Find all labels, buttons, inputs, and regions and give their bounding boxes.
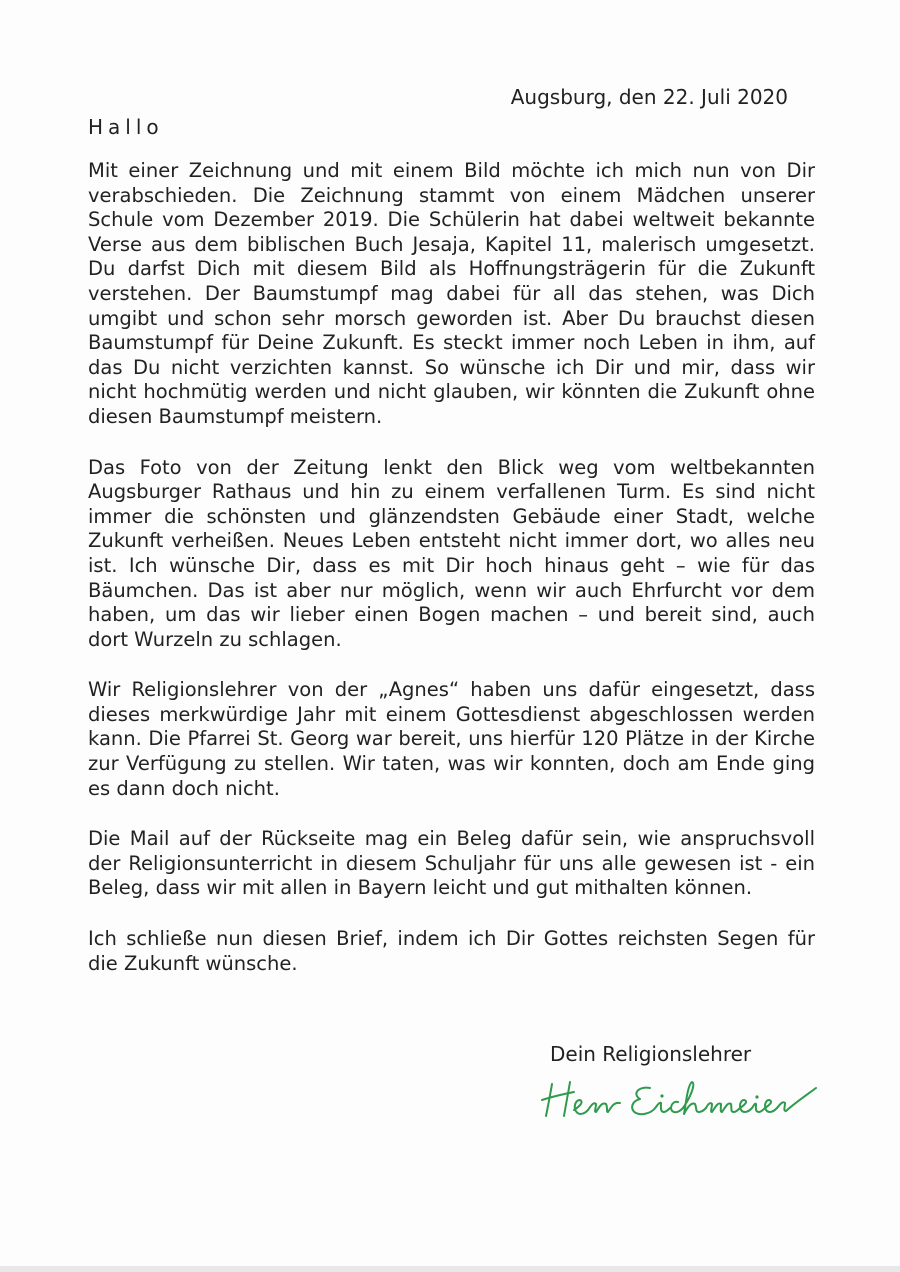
letter-closing: Dein Religionslehrer	[550, 1042, 752, 1066]
paragraph-drawing: Mit einer Zeichnung und mit einem Bild möchte ich mich nun von Dir verabschieden. Die Zeichnung stammt von einem Mädchen unserer Schule vom Dezember 2019. Die Schülerin hat dabei weltweit bekannte Verse aus dem biblischen Buch Jesaja, Kapitel 11, malerisch umgesetzt. Du darfst Dich mit diesem Bild als Hoffnungsträgerin für die Zukunft verstehen. Der Baumstumpf mag dabei für all das stehen, was Dich umgibt und schon sehr morsch geworden ist. Aber Du brauchst diesen Baumstumpf für Deine Zukunft. Es steckt immer noch Leben in ihm, auf das Du nicht verzichten kannst. So wünsche ich Dir und mir, dass wir nicht hochmütig werden und nicht glauben, wir könnten die Zukunft ohne diesen Baumstumpf meistern.	[88, 159, 815, 428]
letter-greeting: Hallo	[88, 115, 164, 139]
paragraph-closing: Ich schließe nun diesen Brief, indem ich Dir Gottes reichsten Segen für die Zukunft wünsche.	[88, 927, 815, 975]
letter-body	[88, 159, 815, 1002]
paragraph-photo: Das Foto von der Zeitung lenkt den Blick weg vom weltbekannten Augsburger Rathaus und hin zu einem verfallenen Turm. Es sind nicht immer die schönsten und glänzendsten Gebäude einer Stadt, welche Zukunft verheißen. Neues Leben entsteht nicht immer dort, wo alles neu ist. Ich wünsche Dir, dass es mit Dir hoch hinaus geht – wie für das Bäumchen. Das ist aber nur möglich, wenn wir auch Ehrfurcht vor dem haben, um das wir lieber einen Bogen machen – und bereit sind, auch dort Wurzeln zu schlagen.	[88, 455, 815, 651]
scan-bottom-edge	[0, 1266, 900, 1272]
paragraph-mail: Die Mail auf der Rückseite mag ein Beleg dafür sein, wie anspruchsvoll der Religionsunterricht in diesem Schuljahr für uns alle gewesen ist - ein Beleg, dass wir mit allen in Bayern leicht und gut mithalten können.	[88, 827, 815, 900]
paragraph-service: Wir Religionslehrer von der „Agnes“ haben uns dafür eingesetzt, dass dieses merkwürdige Jahr mit einem Gottesdienst abgeschlossen werden kann. Die Pfarrei St. Georg war bereit, uns hierfür 120 Plätze in der Kirche zur Verfügung zu stellen. Wir taten, was wir konnten, doch am Ende ging es dann doch nicht.	[88, 678, 815, 800]
handwritten-signature	[540, 1072, 820, 1124]
letter-date: Augsburg, den 22. Juli 2020	[510, 85, 788, 109]
